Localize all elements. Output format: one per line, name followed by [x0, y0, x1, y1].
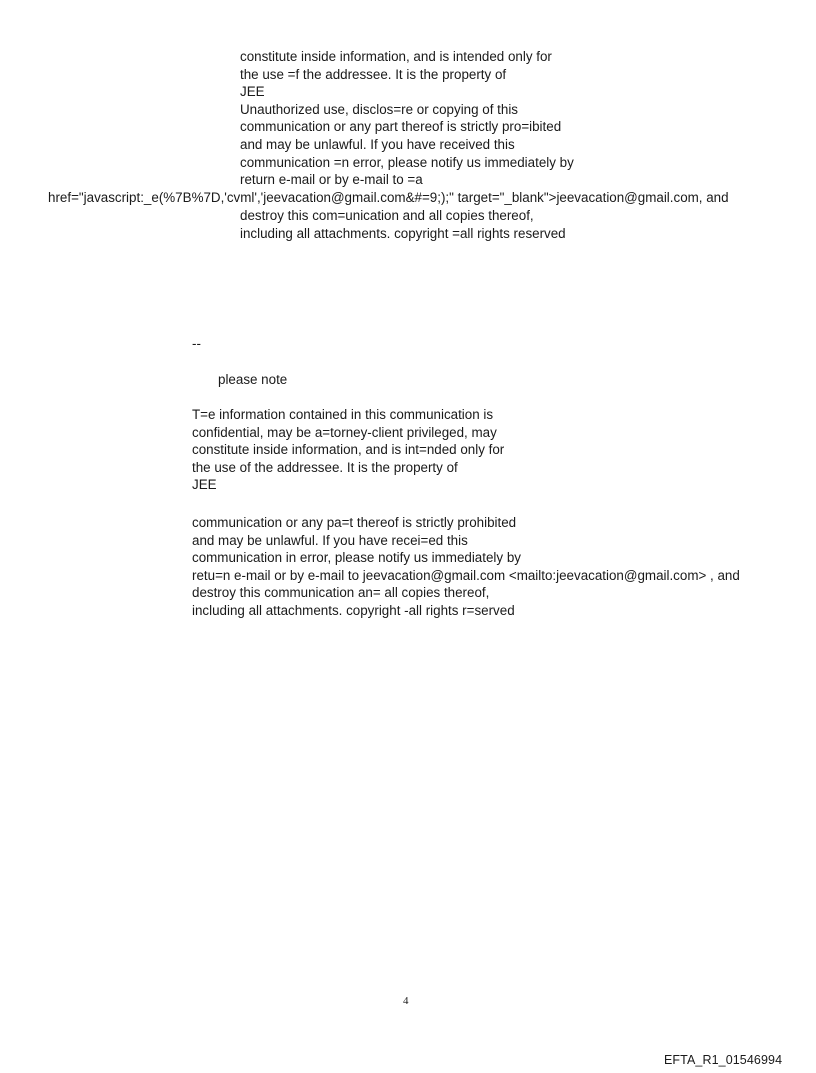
upper-disclaimer [240, 48, 574, 189]
text-line: return e-mail or by e-mail to =a [240, 172, 423, 188]
text-line: JEE [192, 477, 217, 493]
text-line: constitute inside information, and is intended only for [240, 49, 552, 64]
text-line: constitute inside information, and is int=nded only for [192, 442, 505, 458]
text-line: communication in error, please notify us immediately by [192, 550, 521, 566]
page-number: 4 [403, 995, 409, 1007]
text-line: and may be unlawful. If you have received this [240, 136, 515, 152]
text-line: retu=n e-mail or by e-mail to jeevacation@gmail.com <mailto:jeevacation@gmail.com> , and [192, 567, 740, 583]
text-line: confidential, may be a=torney-client privileged, may [192, 424, 497, 440]
text-line: JEE [240, 84, 265, 100]
document-id: EFTA_R1_01546994 [664, 1053, 783, 1067]
text-line: including all attachments. copyright -all rights r=served [192, 602, 515, 618]
upper-disclaimer-tail [240, 207, 566, 242]
text-line: the use =f the addressee. It is the property of [240, 66, 507, 82]
text-line: T=e information contained in this communication is [192, 407, 494, 422]
lower-disclaimer-para2 [192, 514, 740, 620]
href-line: href="javascript:_e(%7B%7D,'cvml','jeevacation@gmail.com&#=9;);" target="_blank">jeevacation@gmail.com, and [48, 190, 729, 205]
text-line: the use of the addressee. It is the property of [192, 459, 458, 475]
text-line: and may be unlawful. If you have recei=ed this [192, 532, 468, 548]
text-line: communication or any pa=t thereof is strictly prohibited [192, 515, 517, 530]
text-line: destroy this com=unication and all copies thereof, [240, 208, 534, 223]
text-line: destroy this communication an= all copies thereof, [192, 585, 490, 601]
text-line: communication =n error, please notify us immediately by [240, 154, 574, 170]
text-line: including all attachments. copyright =all rights reserved [240, 225, 566, 241]
separator: -- [192, 336, 201, 351]
please-note-heading: please note [218, 372, 288, 387]
text-line: communication or any part thereof is strictly pro=ibited [240, 119, 562, 135]
text-line: Unauthorized use, disclos=re or copying of this [240, 101, 519, 117]
lower-disclaimer-para1 [192, 406, 504, 494]
